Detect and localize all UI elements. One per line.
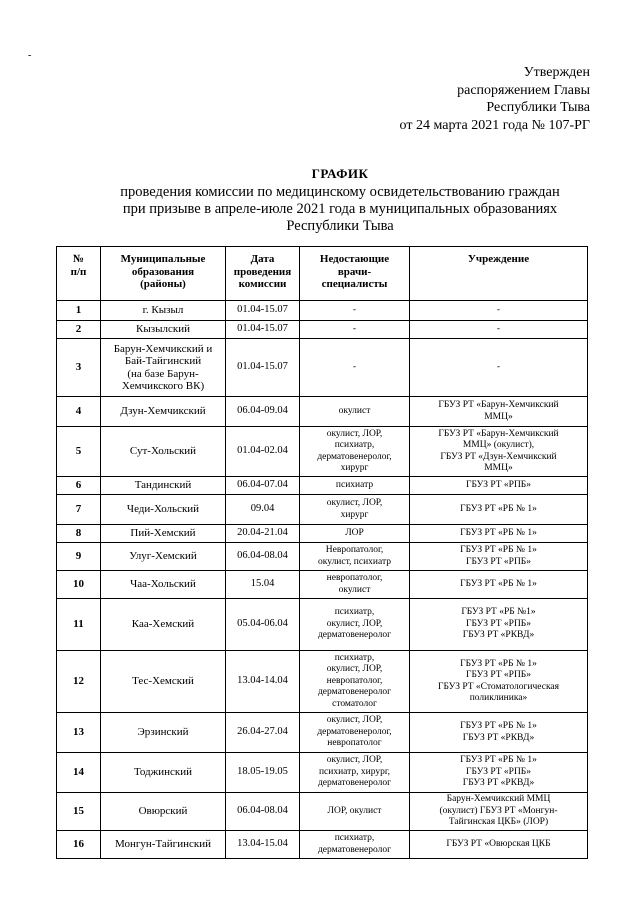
doctors-cell: окулист, ЛОР, психиатр, дерматовенеролог, хирург xyxy=(300,427,410,477)
date-cell: 20.04-21.04 xyxy=(226,525,300,543)
doctors-cell: Невропатолог, окулист, психиатр xyxy=(300,543,410,571)
date-cell: 06.04-09.04 xyxy=(226,397,300,427)
institution-cell: ГБУЗ РТ «РБ № 1» ГБУЗ РТ «РПБ» ГБУЗ РТ «РКВД» xyxy=(410,753,588,793)
header-institution: Учреждение xyxy=(410,247,588,301)
institution-cell: ГБУЗ РТ «Овюрская ЦКБ xyxy=(410,831,588,859)
title-heading: ГРАФИК xyxy=(311,166,369,181)
district-cell: г. Кызыл xyxy=(101,301,226,321)
district-cell: Сут-Хольский xyxy=(101,427,226,477)
doctors-cell: - xyxy=(300,321,410,339)
district-cell: Барун-Хемчикский и Бай-Тайгинский (на базе Барун- Хемчикского ВК) xyxy=(101,339,226,397)
table-row xyxy=(57,713,588,753)
row-number: 2 xyxy=(57,321,101,339)
institution-cell: ГБУЗ РТ «РБ № 1» xyxy=(410,525,588,543)
row-number: 12 xyxy=(57,651,101,713)
approval-line: от 24 марта 2021 года № 107-РГ xyxy=(399,117,590,133)
approval-line: Республики Тыва xyxy=(486,100,590,115)
institution-cell: ГБУЗ РТ «РБ № 1» ГБУЗ РТ «РПБ» xyxy=(410,543,588,571)
row-number: 6 xyxy=(57,477,101,495)
date-cell: 26.04-27.04 xyxy=(226,713,300,753)
document-title xyxy=(60,166,620,235)
district-cell: Эрзинский xyxy=(101,713,226,753)
date-cell: 05.04-06.04 xyxy=(226,599,300,651)
institution-cell: ГБУЗ РТ «РБ № 1» xyxy=(410,571,588,599)
row-number: 3 xyxy=(57,339,101,397)
institution-cell: ГБУЗ РТ «РБ № 1» xyxy=(410,495,588,525)
table-row xyxy=(57,599,588,651)
district-cell: Чаа-Хольский xyxy=(101,571,226,599)
table-row xyxy=(57,477,588,495)
doctors-cell: окулист, ЛОР, психиатр, хирург, дерматовенеролог xyxy=(300,753,410,793)
district-cell: Улуг-Хемский xyxy=(101,543,226,571)
date-cell: 01.04-15.07 xyxy=(226,321,300,339)
doctors-cell: окулист xyxy=(300,397,410,427)
row-number: 4 xyxy=(57,397,101,427)
date-cell: 01.04-15.07 xyxy=(226,301,300,321)
table-row xyxy=(57,339,588,397)
district-cell: Тандинский xyxy=(101,477,226,495)
approval-line: распоряжением Главы xyxy=(457,82,590,98)
institution-cell: ГБУЗ РТ «РБ №1» ГБУЗ РТ «РПБ» ГБУЗ РТ «РКВД» xyxy=(410,599,588,651)
date-cell: 01.04-15.07 xyxy=(226,339,300,397)
header-district: Муниципальные образования (районы) xyxy=(101,247,226,301)
district-cell: Монгун-Тайгинский xyxy=(101,831,226,859)
institution-cell: ГБУЗ РТ «РПБ» xyxy=(410,477,588,495)
district-cell: Каа-Хемский xyxy=(101,599,226,651)
table-row xyxy=(57,397,588,427)
table-row xyxy=(57,301,588,321)
district-cell: Дзун-Хемчикский xyxy=(101,397,226,427)
header-num: № п/п xyxy=(57,247,101,301)
institution-cell: - xyxy=(410,301,588,321)
doctors-cell: - xyxy=(300,339,410,397)
approval-line: Утвержден xyxy=(523,65,590,80)
row-number: 14 xyxy=(57,753,101,793)
title-subtitle: проведения комиссии по медицинскому освидетельствованию граждан при призыве в апреле-июле 2021 года в муниципальных образованиях Республики Тыва xyxy=(120,184,560,234)
doctors-cell: ЛОР, окулист xyxy=(300,793,410,831)
row-number: 8 xyxy=(57,525,101,543)
table-row xyxy=(57,571,588,599)
district-cell: Чеди-Хольский xyxy=(101,495,226,525)
institution-cell: - xyxy=(410,339,588,397)
doctors-cell: психиатр, окулист, ЛОР, невропатолог, дерматовенеролог стоматолог xyxy=(300,651,410,713)
date-cell: 13.04-14.04 xyxy=(226,651,300,713)
row-number: 10 xyxy=(57,571,101,599)
institution-cell: Барун-Хемчикский ММЦ (окулист) ГБУЗ РТ «Монгун- Тайгинская ЦКБ» (ЛОР) xyxy=(410,793,588,831)
doctors-cell: - xyxy=(300,301,410,321)
table-row xyxy=(57,753,588,793)
row-number: 1 xyxy=(57,301,101,321)
date-cell: 09.04 xyxy=(226,495,300,525)
date-cell: 06.04-07.04 xyxy=(226,477,300,495)
approval-block xyxy=(330,64,590,134)
doctors-cell: ЛОР xyxy=(300,525,410,543)
table-header-row xyxy=(57,247,588,301)
institution-cell: - xyxy=(410,321,588,339)
date-cell: 13.04-15.04 xyxy=(226,831,300,859)
header-doctors: Недостающие врачи- специалисты xyxy=(300,247,410,301)
header-date: Дата проведения комиссии xyxy=(226,247,300,301)
row-number: 16 xyxy=(57,831,101,859)
date-cell: 18.05-19.05 xyxy=(226,753,300,793)
row-number: 11 xyxy=(57,599,101,651)
date-cell: 01.04-02.04 xyxy=(226,427,300,477)
doctors-cell: невропатолог, окулист xyxy=(300,571,410,599)
scan-mark: - xyxy=(28,50,32,61)
row-number: 9 xyxy=(57,543,101,571)
doctors-cell: психиатр xyxy=(300,477,410,495)
doctors-cell: окулист, ЛОР, хирург xyxy=(300,495,410,525)
table-row xyxy=(57,651,588,713)
row-number: 13 xyxy=(57,713,101,753)
row-number: 5 xyxy=(57,427,101,477)
district-cell: Овюрский xyxy=(101,793,226,831)
table-row xyxy=(57,321,588,339)
table-row xyxy=(57,427,588,477)
date-cell: 15.04 xyxy=(226,571,300,599)
row-number: 7 xyxy=(57,495,101,525)
date-cell: 06.04-08.04 xyxy=(226,543,300,571)
table-row xyxy=(57,525,588,543)
row-number: 15 xyxy=(57,793,101,831)
date-cell: 06.04-08.04 xyxy=(226,793,300,831)
district-cell: Пий-Хемский xyxy=(101,525,226,543)
institution-cell: ГБУЗ РТ «РБ № 1» ГБУЗ РТ «РКВД» xyxy=(410,713,588,753)
district-cell: Тоджинский xyxy=(101,753,226,793)
institution-cell: ГБУЗ РТ «РБ № 1» ГБУЗ РТ «РПБ» ГБУЗ РТ «Стоматологическая поликлиника» xyxy=(410,651,588,713)
doctors-cell: психиатр, дерматовенеролог xyxy=(300,831,410,859)
table-row xyxy=(57,831,588,859)
doctors-cell: окулист, ЛОР, дерматовенеролог, невропатолог xyxy=(300,713,410,753)
district-cell: Тес-Хемский xyxy=(101,651,226,713)
district-cell: Кызылский xyxy=(101,321,226,339)
table-row xyxy=(57,543,588,571)
institution-cell: ГБУЗ РТ «Барун-Хемчикский ММЦ» (окулист), ГБУЗ РТ «Дзун-Хемчикский ММЦ» xyxy=(410,427,588,477)
institution-cell: ГБУЗ РТ «Барун-Хемчикский ММЦ» xyxy=(410,397,588,427)
table-row xyxy=(57,793,588,831)
doctors-cell: психиатр, окулист, ЛОР, дерматовенеролог xyxy=(300,599,410,651)
schedule-table xyxy=(56,246,588,859)
table-row xyxy=(57,495,588,525)
